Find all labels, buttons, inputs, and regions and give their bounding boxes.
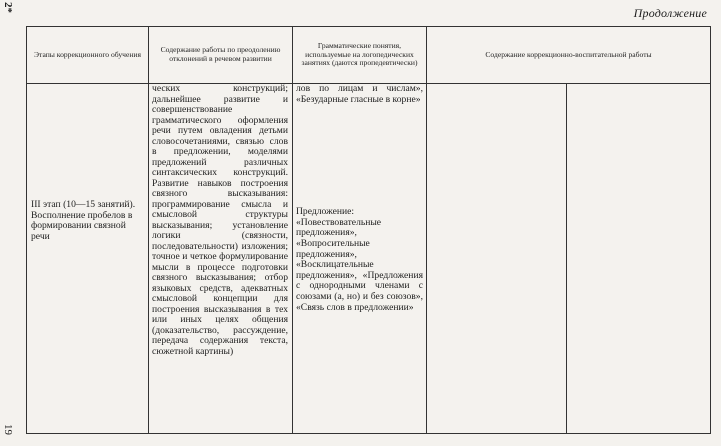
page-margin-mark: 2* [2, 2, 14, 13]
stage-cell [27, 84, 149, 434]
correction-cell-right [567, 84, 711, 434]
header-grammar-concepts: Грамматические понятия, используемые на логопедических занятиях (даются пропедевтически) [293, 27, 427, 84]
correction-cell-left [427, 84, 567, 434]
correction-work-table [26, 26, 711, 434]
table-row [27, 84, 711, 434]
work-content-cell [149, 84, 293, 434]
stage-title: III этап (10—15 занятий). [31, 199, 136, 210]
header-work-content: Содержание работы по преодолению отклонений в речевом развитии [149, 27, 293, 84]
header-stages: Этапы коррекционного обучения [27, 27, 149, 84]
header-correction-upbringing: Содержание коррекционно-воспитательной работы [427, 27, 711, 84]
page-number: 19 [2, 424, 14, 435]
stage-goal: Восполнение пробелов в формировании связной речи [31, 209, 133, 242]
concepts-top: лов по лицам и числам», «Безударные гласные в корне» [296, 83, 423, 105]
grammar-concepts-cell [293, 84, 427, 434]
table-header-row [27, 27, 711, 84]
concepts-bottom: Предложение: «Повествовательные предложения», «Вопросительные предложения», «Восклицательные предложения», «Предложения с однородными членами с союзами (а, но) и без союзов», «Связь слов в предложении» [296, 206, 423, 313]
running-head: Продолжение [633, 6, 707, 20]
work-content-text: ческих конструкций; дальнейшее развитие и совершенствование грамматического оформления речи путем овладения детьми словосочетаниями, связью слов в предложении, моделями предложений различных синтаксических конструкций. Развитие навыков построения связного высказывания: программирование смысла и смысловой структуры высказывания; установление логики (связности, последовательности) изложения; точное и четкое формулирование мысли в процессе подготовки связного высказывания; отбор языковых средств, адекватных смысловой концепции для построения высказывания в тех или иных целях общения (доказательство, рассуждение, передача содержания текста, сюжетной картины) [152, 83, 288, 357]
